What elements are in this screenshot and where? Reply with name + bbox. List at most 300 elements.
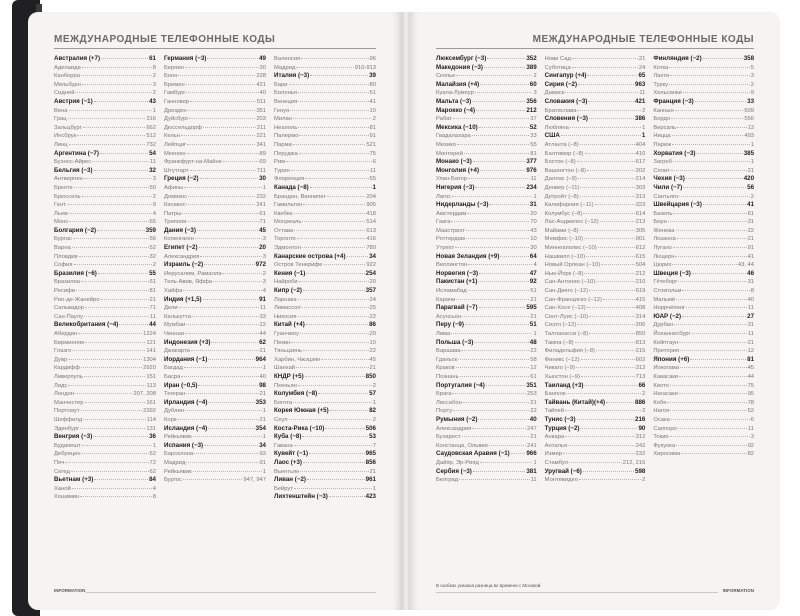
leader-dots <box>580 144 635 145</box>
entry-name: Басра <box>164 373 181 380</box>
entry-name: Лугано <box>653 245 672 252</box>
city-entry <box>545 313 646 322</box>
entry-code: 905 <box>366 202 376 209</box>
entry-code: 39 <box>369 72 376 80</box>
leader-dots <box>670 75 750 76</box>
city-entry <box>164 373 266 382</box>
leader-dots <box>679 376 746 377</box>
city-entry <box>653 433 754 442</box>
entry-code: 2 <box>152 193 156 200</box>
city-entry <box>164 433 266 442</box>
city-entry <box>274 150 376 159</box>
entry-name: Рим <box>274 159 286 166</box>
leader-dots <box>465 324 529 325</box>
entry-code: 20 <box>259 244 266 252</box>
city-entry <box>54 399 156 408</box>
leader-dots <box>294 488 372 489</box>
entry-name: Лейпциг <box>164 141 187 148</box>
entry-name: Багдад <box>164 365 183 372</box>
city-entry <box>653 416 754 425</box>
entry-code: 2 <box>642 408 646 415</box>
city-entry <box>274 244 376 253</box>
city-entry <box>545 193 646 202</box>
city-entry <box>164 304 266 313</box>
leader-dots <box>72 247 149 248</box>
entry-code: 221 <box>256 133 266 140</box>
leader-dots <box>100 153 148 154</box>
page-header <box>54 34 376 49</box>
leader-dots <box>451 221 529 222</box>
country-entry <box>436 339 537 348</box>
entry-code: 95 <box>747 391 754 398</box>
leader-dots <box>197 230 258 231</box>
entry-name: Бухарест <box>436 434 461 441</box>
country-entry <box>274 270 376 279</box>
entry-code: 34 <box>259 441 266 449</box>
city-entry <box>436 356 537 365</box>
country-entry <box>436 158 537 167</box>
country-entry <box>436 468 537 477</box>
country-entry <box>274 459 376 468</box>
entry-code: 52 <box>529 123 537 131</box>
entry-code: 86 <box>369 321 376 329</box>
entry-name: Болгария (−2) <box>54 226 97 234</box>
leader-dots <box>587 75 637 76</box>
entry-name: Утрехт <box>436 245 455 252</box>
leader-dots <box>473 471 526 472</box>
city-entry <box>436 193 537 202</box>
city-entry <box>164 158 266 167</box>
page-title: МЕЖДУНАРОДНЫЕ ТЕЛЕФОННЫЕ КОДЫ <box>54 34 276 45</box>
entry-code: 11 <box>149 313 156 320</box>
leader-dots <box>598 247 635 248</box>
country-entry <box>274 321 376 330</box>
entry-name: США <box>544 132 560 140</box>
city-entry <box>54 485 156 494</box>
leader-dots <box>69 110 152 111</box>
leader-dots <box>452 393 526 394</box>
entry-code: 13 <box>747 124 754 131</box>
leader-dots <box>480 170 525 171</box>
entry-name: Ливерпуль <box>54 373 83 380</box>
country-entry <box>436 167 537 176</box>
entry-name: Печ <box>54 459 65 466</box>
city-entry <box>164 287 266 296</box>
leader-dots <box>456 367 529 368</box>
entry-name: Сербия (−3) <box>436 467 472 475</box>
entry-code: 22 <box>259 322 266 329</box>
entry-name: Загреб <box>653 159 672 166</box>
entry-name: Порту <box>436 408 453 415</box>
city-entry <box>436 210 537 219</box>
entry-code: 5 <box>750 64 754 71</box>
city-entry <box>54 330 156 339</box>
city-entry <box>274 175 376 184</box>
entry-code: 11 <box>747 305 754 312</box>
entry-code: 41 <box>747 201 754 209</box>
entry-code: 40 <box>259 373 266 380</box>
entry-name: Дели <box>164 305 178 312</box>
city-entry <box>274 339 376 348</box>
leader-dots <box>589 118 634 119</box>
city-entry <box>545 244 646 253</box>
entry-code: 81 <box>149 288 156 295</box>
entry-name: Хельсинки <box>653 90 682 97</box>
entry-code: 521 <box>366 141 376 148</box>
entry-name: Краков <box>436 365 455 372</box>
entry-code: 114 <box>146 416 156 423</box>
leader-dots <box>455 247 529 248</box>
leader-dots <box>299 135 368 136</box>
entry-name: Саудовская Аравия (−1) <box>436 450 510 458</box>
entry-code: 92 <box>747 442 754 449</box>
city-entry <box>653 227 754 236</box>
entry-name: Иордания (−1) <box>164 355 208 363</box>
entry-name: Антверпен <box>54 176 83 183</box>
entry-name: Афины <box>164 184 184 191</box>
city-entry <box>545 287 646 296</box>
leader-dots <box>453 118 529 119</box>
entry-code: 43, 44 <box>737 262 754 269</box>
city-entry <box>164 235 266 244</box>
entry-code: 62 <box>149 468 156 475</box>
city-entry <box>545 407 646 416</box>
entry-code: 2920 <box>143 365 156 372</box>
leader-dots <box>575 342 635 343</box>
leader-dots <box>94 170 149 171</box>
city-entry <box>436 150 537 159</box>
entry-name: Констанца, Ольвия <box>436 442 488 449</box>
leader-dots <box>675 110 744 111</box>
city-entry <box>545 459 646 468</box>
city-entry <box>274 356 376 365</box>
entry-code: 242 <box>635 442 646 449</box>
entry-code: 506 <box>365 424 376 432</box>
entry-code: 305 <box>635 227 646 234</box>
leader-dots <box>298 299 369 300</box>
entry-name: Тунис (−3) <box>544 415 576 423</box>
entry-name: Мальмё <box>653 296 676 303</box>
leader-dots <box>298 385 372 386</box>
entry-name: Хьюстон (−9) <box>544 373 580 380</box>
entry-code: 82 <box>369 407 376 415</box>
entry-code: 91 <box>259 295 266 303</box>
leader-dots <box>305 376 365 377</box>
entry-name: Ганновер <box>164 98 190 105</box>
city-entry <box>545 476 646 485</box>
entry-code: 512 <box>146 133 156 140</box>
city-entry <box>653 390 754 399</box>
entry-code: 2 <box>750 81 754 88</box>
leader-dots <box>462 316 529 317</box>
entry-code: 22 <box>369 348 376 355</box>
brand-label: INFORMATION <box>722 588 754 593</box>
leader-dots <box>203 127 256 128</box>
entry-name: Швеция (−3) <box>653 269 691 277</box>
city-entry <box>54 407 156 416</box>
leader-dots <box>181 135 255 136</box>
leader-dots <box>673 247 747 248</box>
leader-dots <box>193 436 262 437</box>
entry-code: 421 <box>635 97 646 105</box>
country-entry <box>545 98 646 107</box>
city-entry <box>164 278 266 287</box>
entry-name: Любляна <box>544 124 569 131</box>
city-entry <box>653 287 754 296</box>
country-entry <box>164 339 266 348</box>
entry-name: Чехия (−3) <box>653 175 685 183</box>
entry-code: 241 <box>527 442 537 449</box>
leader-dots <box>177 419 258 420</box>
leader-dots <box>596 281 635 282</box>
page-header <box>436 34 754 49</box>
city-entry <box>274 167 376 176</box>
country-entry <box>653 313 754 322</box>
entry-name: Кавасаки <box>653 373 679 380</box>
entry-code: 66 <box>638 381 646 389</box>
entry-name: Штутгарт <box>164 167 189 174</box>
entry-code: 22 <box>369 313 376 320</box>
leader-dots <box>566 393 641 394</box>
leader-dots <box>208 428 254 429</box>
city-entry <box>164 193 266 202</box>
entry-name: Сан-Хосе (−12) <box>544 305 586 312</box>
entry-name: Кипр (−2) <box>274 287 302 295</box>
entry-code: 323 <box>635 202 646 209</box>
entry-name: Лондон <box>54 391 75 398</box>
entry-code: 58 <box>530 356 537 363</box>
city-entry <box>545 304 646 313</box>
entry-code: 613 <box>366 227 376 234</box>
entry-name: Монс <box>54 219 69 226</box>
entry-name: Австрия (−1) <box>54 97 93 105</box>
leader-dots <box>587 307 635 308</box>
entry-name: Брандон, Виннипег <box>274 193 326 200</box>
book-spine <box>402 12 410 610</box>
city-entry <box>274 313 376 322</box>
entry-name: Парма <box>274 141 292 148</box>
city-entry <box>164 390 266 399</box>
entry-name: Лагос <box>436 193 452 200</box>
leader-dots <box>185 410 262 411</box>
leader-dots <box>462 436 530 437</box>
entry-name: Нашвилл (−10) <box>544 253 586 260</box>
country-entry <box>436 107 537 116</box>
city-entry <box>274 81 376 90</box>
city-entry <box>274 107 376 116</box>
city-entry <box>164 184 266 193</box>
entry-name: Италия (−3) <box>274 72 310 80</box>
leader-dots <box>327 196 366 197</box>
entry-name: Триполи <box>164 219 187 226</box>
leader-dots <box>673 161 750 162</box>
entry-code: 964 <box>255 355 266 363</box>
leader-dots <box>330 410 368 411</box>
entry-code: 61 <box>259 210 266 217</box>
entry-code: 662 <box>146 124 156 131</box>
leader-dots <box>500 256 528 257</box>
country-entry <box>164 55 266 64</box>
leader-dots <box>329 496 365 497</box>
leader-dots <box>80 496 151 497</box>
city-entry <box>545 167 646 176</box>
entry-code: 30 <box>259 64 266 71</box>
leader-dots <box>307 479 365 480</box>
leader-dots <box>185 67 259 68</box>
country-entry <box>274 450 376 459</box>
leader-dots <box>84 316 149 317</box>
entry-code: 3 <box>750 73 754 80</box>
entry-name: Дебрецен <box>54 451 81 458</box>
city-entry <box>653 382 754 391</box>
leader-dots <box>677 127 746 128</box>
entry-name: Шанхай <box>274 365 296 372</box>
entry-name: Каннын <box>653 107 674 114</box>
city-entry <box>164 218 266 227</box>
entry-name: Хорватия (−3) <box>653 149 696 157</box>
entry-code: 24 <box>369 296 376 303</box>
page-footer <box>436 583 754 598</box>
entry-name: Кобе <box>653 399 667 406</box>
leader-dots <box>187 153 259 154</box>
entry-code: 341 <box>256 141 266 148</box>
entry-code: 6 <box>372 159 376 166</box>
city-entry <box>54 416 156 425</box>
entry-code: 961 <box>365 476 376 484</box>
entry-code: 421 <box>256 81 266 88</box>
entry-name: Таллахасси (−8) <box>544 331 589 337</box>
entry-name: Индия (+1,5) <box>164 295 202 303</box>
city-entry <box>545 107 646 116</box>
city-entry <box>653 107 754 116</box>
entry-code: 493 <box>744 133 754 140</box>
entry-code: 966 <box>526 450 537 458</box>
entry-name: Япония (+6) <box>653 355 690 363</box>
leader-dots <box>696 153 742 154</box>
leader-dots <box>576 367 635 368</box>
leader-dots <box>82 445 152 446</box>
leader-dots <box>186 462 258 463</box>
leader-dots <box>300 333 369 334</box>
leader-dots <box>580 187 634 188</box>
entry-name: Ресифи <box>54 288 75 295</box>
leader-dots <box>347 256 369 257</box>
entry-code: 71 <box>149 305 156 312</box>
column <box>164 55 266 575</box>
leader-dots <box>457 144 529 145</box>
leader-dots <box>213 281 262 282</box>
entry-code: 91 <box>747 245 754 252</box>
leader-dots <box>289 84 369 85</box>
entry-name: Филадельфия (−8) <box>544 348 595 355</box>
entry-name: Эдинбург <box>54 425 80 432</box>
entry-name: Генуя <box>274 107 290 114</box>
entry-name: Остров Тенерифе <box>274 262 323 269</box>
leader-dots <box>603 299 635 300</box>
country-entry <box>164 261 266 270</box>
city-entry <box>653 72 754 81</box>
city-entry <box>274 261 376 270</box>
leader-dots <box>80 428 145 429</box>
entry-name: Братислава <box>544 107 577 114</box>
entry-name: Сеул <box>274 416 288 423</box>
entry-code: 11 <box>259 305 266 312</box>
entry-name: Финляндия (−2) <box>653 55 702 62</box>
entry-name: Новый Орлеан (−10) <box>544 262 601 269</box>
country-entry <box>545 132 646 141</box>
leader-dots <box>188 221 259 222</box>
city-entry <box>436 235 537 244</box>
column <box>436 55 537 575</box>
entry-code: 21 <box>747 236 754 243</box>
city-entry <box>436 425 537 434</box>
entry-code: 234 <box>526 183 537 191</box>
entry-code: 37 <box>530 116 537 123</box>
city-entry <box>653 261 754 270</box>
entry-code: 232 <box>256 193 266 200</box>
leader-dots <box>85 307 149 308</box>
city-entry <box>54 235 156 244</box>
entry-code: 617 <box>635 159 646 166</box>
leader-dots <box>302 436 368 437</box>
leader-dots <box>570 127 641 128</box>
entry-code: 33 <box>747 97 754 105</box>
entry-code: 89 <box>259 150 266 157</box>
entry-name: Кения (−1) <box>274 269 306 277</box>
leader-dots <box>186 84 256 85</box>
entry-name: Бангкок <box>544 391 566 398</box>
entry-name: Гуанчжоу <box>274 331 299 337</box>
leader-dots <box>577 324 635 325</box>
leader-dots <box>466 238 529 239</box>
entry-name: Карачи <box>436 296 456 303</box>
entry-name: Бейрут <box>274 485 293 492</box>
city-entry <box>274 330 376 339</box>
entry-code: 12 <box>747 348 754 355</box>
leader-dots <box>71 471 149 472</box>
entry-code: 732 <box>146 141 156 148</box>
entry-code: 49 <box>259 55 266 62</box>
entry-code: 3 <box>262 279 266 286</box>
entry-code: 886 <box>635 398 646 406</box>
leader-dots <box>208 402 254 403</box>
entry-code: 71 <box>259 219 266 226</box>
city-entry <box>54 175 156 184</box>
entry-code: 358 <box>743 55 754 62</box>
city-entry <box>545 373 646 382</box>
leader-dots <box>200 178 259 179</box>
entry-name: Хиросима <box>653 451 681 458</box>
entry-code: 47 <box>529 269 537 277</box>
entry-code: 10 <box>530 236 537 243</box>
leader-dots <box>293 144 366 145</box>
leader-dots <box>101 58 148 59</box>
entry-code: 69 <box>259 159 266 166</box>
leader-dots <box>456 75 532 76</box>
entry-code: 211 <box>256 124 266 131</box>
city-entry <box>274 235 376 244</box>
leader-dots <box>119 324 148 325</box>
entry-name: Флоренция <box>274 176 305 183</box>
entry-code: 21 <box>530 296 537 303</box>
leader-dots <box>298 101 368 102</box>
leader-dots <box>577 419 634 420</box>
country-entry <box>54 270 156 279</box>
leader-dots <box>303 290 365 291</box>
country-entry <box>54 150 156 159</box>
entry-name: Найроби <box>274 279 298 286</box>
entry-name: Корк <box>164 416 177 423</box>
